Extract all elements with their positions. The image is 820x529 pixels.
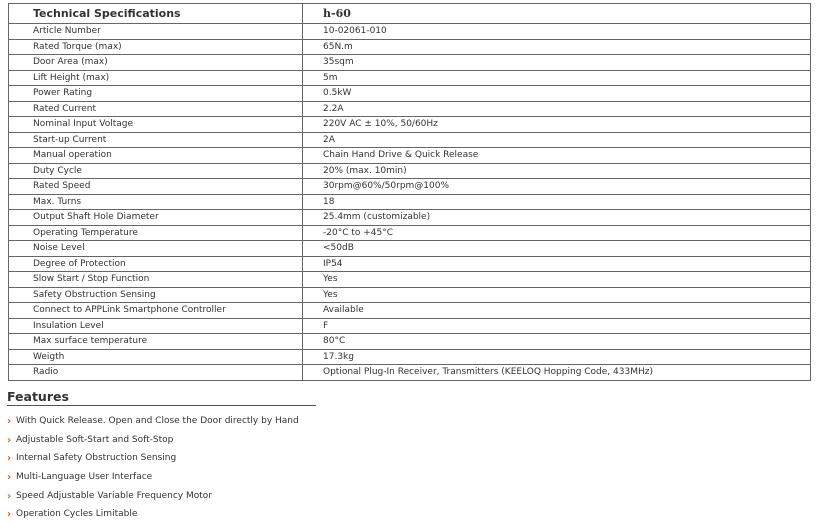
feature-item [7, 434, 407, 453]
chevron-right-icon: › [7, 416, 12, 427]
spec-row [9, 163, 811, 179]
feature-text: Internal Safety Obstruction Sensing [16, 453, 177, 464]
spec-label: Slow Start / Stop Function [9, 272, 303, 288]
spec-label: Power Rating [9, 86, 303, 102]
feature-text: With Quick Release. Open and Close the Door directly by Hand [16, 416, 299, 426]
spec-value: <50dB [303, 241, 811, 257]
spec-row [9, 132, 811, 148]
spec-row [9, 225, 811, 241]
spec-label: Door Area (max) [9, 55, 303, 71]
spec-value: 25.4mm (customizable) [303, 210, 811, 226]
spec-value: -20°C to +45°C [303, 225, 811, 241]
feature-list [7, 415, 407, 527]
spec-row [9, 256, 811, 272]
spec-value: 5m [303, 70, 811, 86]
spec-label: Max surface temperature [9, 334, 303, 350]
feature-text: Multi-Language User Interface [16, 472, 153, 483]
spec-label: Nominal Input Voltage [9, 117, 303, 133]
spec-value: 20% (max. 10min) [303, 163, 811, 179]
spec-table [8, 3, 811, 381]
spec-value: 35sqm [303, 55, 811, 71]
spec-value: Yes [303, 287, 811, 303]
spec-label: Rated Speed [9, 179, 303, 195]
chevron-right-icon: › [7, 453, 12, 465]
spec-value: Chain Hand Drive & Quick Release [303, 148, 811, 164]
spec-row [9, 349, 811, 365]
spec-header-model: h-60 [303, 4, 811, 24]
spec-value: F [303, 318, 811, 334]
spec-value: Available [303, 303, 811, 319]
feature-item [7, 452, 407, 471]
spec-row [9, 334, 811, 350]
feature-item [7, 415, 407, 434]
spec-row [9, 55, 811, 71]
spec-label: Manual operation [9, 148, 303, 164]
spec-label: Radio [9, 365, 303, 381]
spec-label: Output Shaft Hole Diameter [9, 210, 303, 226]
spec-value: 17.3kg [303, 349, 811, 365]
spec-label: Noise Level [9, 241, 303, 257]
spec-label: Rated Current [9, 101, 303, 117]
spec-label: Connect to APPLink Smartphone Controller [9, 303, 303, 319]
spec-label: Degree of Protection [9, 256, 303, 272]
chevron-right-icon: › [7, 509, 12, 521]
spec-row [9, 86, 811, 102]
spec-value: 65N.m [303, 39, 811, 55]
spec-label: Article Number [9, 24, 303, 40]
spec-value: 220V AC ± 10%, 50/60Hz [303, 117, 811, 133]
spec-row [9, 241, 811, 257]
features-title: Features [7, 389, 316, 406]
spec-label: Lift Height (max) [9, 70, 303, 86]
spec-label: Safety Obstruction Sensing [9, 287, 303, 303]
spec-header-label: Technical Specifications [9, 4, 303, 24]
spec-row [9, 24, 811, 40]
chevron-right-icon: › [7, 472, 12, 484]
spec-row [9, 179, 811, 195]
spec-row [9, 365, 811, 381]
spec-row [9, 272, 811, 288]
spec-label: Operating Temperature [9, 225, 303, 241]
spec-value: 30rpm@60%/50rpm@100% [303, 179, 811, 195]
feature-text: Operation Cycles Limitable [16, 509, 138, 520]
spec-value: Optional Plug-In Receiver, Transmitters (KEELOQ Hopping Code, 433MHz) [303, 365, 811, 381]
spec-label: Start-up Current [9, 132, 303, 148]
feature-item [7, 508, 407, 527]
spec-table-body [9, 4, 811, 381]
feature-item [7, 471, 407, 490]
spec-row [9, 117, 811, 133]
spec-row [9, 318, 811, 334]
feature-item [7, 490, 407, 509]
spec-row [9, 210, 811, 226]
spec-label: Rated Torque (max) [9, 39, 303, 55]
spec-value: IP54 [303, 256, 811, 272]
spec-label: Weigth [9, 349, 303, 365]
feature-text: Speed Adjustable Variable Frequency Motor [16, 490, 212, 501]
spec-value: 10-02061-010 [303, 24, 811, 40]
spec-row [9, 194, 811, 210]
chevron-right-icon: › [7, 434, 12, 446]
spec-value: 80°C [303, 334, 811, 350]
spec-value: 18 [303, 194, 811, 210]
spec-row [9, 70, 811, 86]
spec-table-header [9, 4, 811, 24]
spec-value: 0.5kW [303, 86, 811, 102]
spec-label: Insulation Level [9, 318, 303, 334]
spec-row [9, 39, 811, 55]
chevron-right-icon: › [7, 490, 12, 502]
spec-label: Max. Turns [9, 194, 303, 210]
spec-label: Duty Cycle [9, 163, 303, 179]
spec-value: 2.2A [303, 101, 811, 117]
spec-row [9, 148, 811, 164]
spec-row [9, 303, 811, 319]
features-section [7, 389, 316, 521]
spec-value: 2A [303, 132, 811, 148]
feature-text: Adjustable Soft-Start and Soft-Stop [16, 434, 174, 445]
spec-value: Yes [303, 272, 811, 288]
spec-row [9, 287, 811, 303]
spec-row [9, 101, 811, 117]
